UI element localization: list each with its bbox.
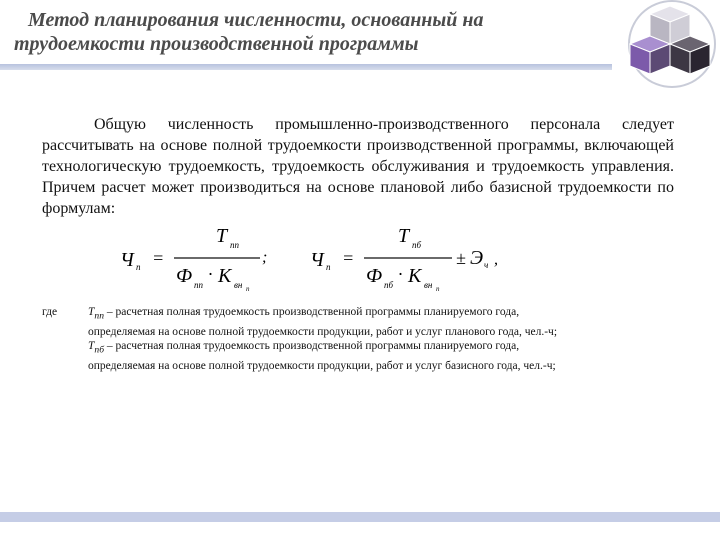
f1-den-k-sub: вн (234, 280, 243, 290)
title-underline (0, 64, 612, 70)
f2-lhs: Ч (310, 249, 324, 271)
def1-symbol: Т (88, 306, 95, 318)
body-paragraph: Общую численность промышленно-производственного персонала следует рассчитывать на основе полной трудоемкости производственной программы, включающей технологическую трудоемкость, трудоемкость обслуживания и трудоемкость управления. Причем расчет может производиться на основе плановой либо базисной трудоемкости по формулам: (42, 116, 674, 217)
footer-band (0, 512, 720, 522)
f1-den-f-sub: пп (194, 280, 203, 290)
f2-pm: ± (456, 248, 466, 268)
f2-e: Э (470, 247, 484, 269)
def2-sub: пб (94, 344, 105, 356)
f2-num: Т (398, 225, 410, 247)
formula-plan (120, 225, 267, 293)
f1-lhs-sub: п (136, 262, 141, 272)
f2-e-sub: ч (484, 260, 489, 270)
f2-den-k-subsub: п (436, 285, 440, 293)
formulas (110, 222, 550, 302)
slide-title-line1: Метод планирования численности, основанный на (28, 9, 484, 31)
f1-sep: ; (262, 249, 268, 266)
f1-num-sub: пп (230, 240, 239, 250)
cubes-logo-icon (612, 0, 720, 92)
def1-sub: пп (94, 310, 104, 322)
f2-den-k-sub: вн (424, 280, 433, 290)
f2-num-sub: пб (412, 240, 422, 250)
f2-den-f: Ф (366, 265, 383, 287)
f2-den-k: К (408, 265, 422, 287)
def2-text: – расчетная полная трудоемкость производственной программы планируемого года, (104, 340, 520, 352)
f1-den-k-subsub: п (246, 285, 250, 293)
def1-text2: определяемая на основе полной трудоемкости продукции, работ и услуг планового года, чел.-ч; (88, 326, 558, 339)
footer-strip (0, 522, 720, 540)
f2-end: , (494, 251, 498, 268)
def1-text: – расчетная полная трудоемкость производственной программы планируемого года, (103, 306, 520, 318)
formula-base (310, 225, 498, 293)
def2-text2: определяемая на основе полной трудоемкости продукции, работ и услуг базисного года, чел.-ч; (88, 360, 556, 373)
slide-title-line2: трудоемкости производственной программы (14, 33, 419, 55)
slide-title (14, 8, 594, 56)
f1-lhs: Ч (120, 249, 134, 271)
f1-dot: · (208, 264, 213, 284)
where-label: где (42, 306, 58, 318)
f1-den-k: К (218, 265, 232, 287)
f2-eq: = (342, 248, 355, 268)
f2-lhs-sub: п (326, 262, 331, 272)
f1-eq: = (152, 248, 165, 268)
f1-den-f: Ф (176, 265, 193, 287)
f2-dot: · (398, 264, 403, 284)
definition-base (88, 338, 688, 374)
f2-den-f-sub: пб (384, 280, 394, 290)
def2-symbol: Т (88, 340, 95, 352)
definition-plan (88, 304, 688, 340)
f1-num: Т (216, 225, 228, 247)
